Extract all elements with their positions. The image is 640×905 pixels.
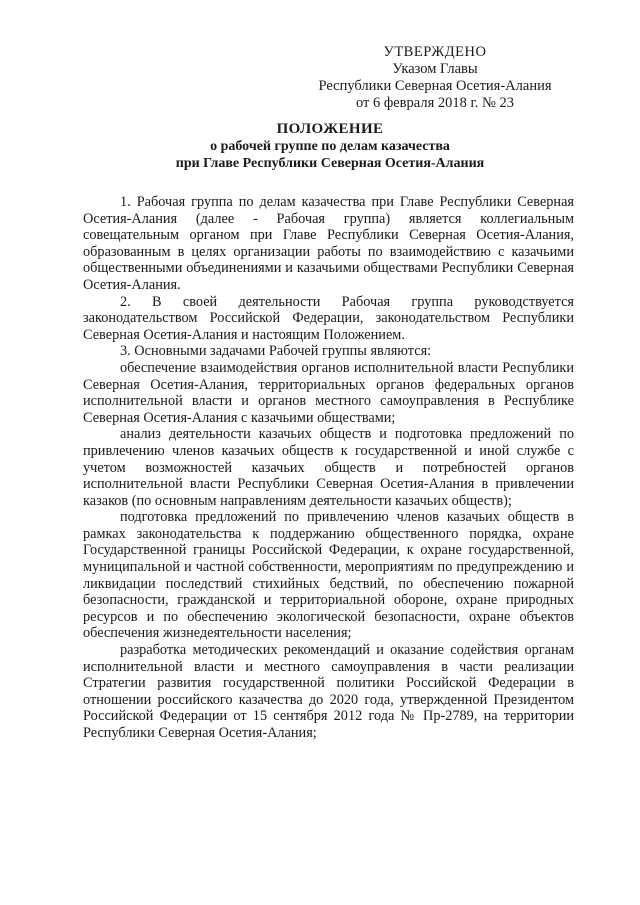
paragraph-2: 2. В своей деятельности Рабочая группа руководствуется законодательством Российской Федерации, законодательством Республики Северная Осетия-Алания и настоящим Положением. (83, 293, 574, 343)
title-line-3: при Главе Республики Северная Осетия-Алания (175, 156, 485, 171)
task-item-4: разработка методических рекомендаций и оказание содействия органам исполнительной власти и местного самоуправления в части реализации Стратегии развития государственной политики Российской Федерации в отношении российского казачества до 2020 года, утвержденной Президентом Российской Федерации от 15 сентября 2012 года № Пр-2789, на территории Республики Северная Осетия-Алания; (83, 642, 574, 741)
task-item-2: анализ деятельности казачьих обществ и подготовка предложений по привлечению членов казачьих обществ к государственной и иной службе с учетом возможностей казачьих обществ и потребностей органов исполнительной власти Республики Северная Осетия-Алания в привлечении казаков (по основным направлениям деятельности казачьих обществ); (83, 426, 574, 509)
task-item-3: подготовка предложений по привлечению членов казачьих обществ в рамках законодательства к поддержанию общественного порядка, охране Государственной границы Российской Федерации, к охране государственной, муниципальной и частной собственности, мероприятиям по предупреждению и ликвидации последствий стихийных бедствий, по обеспечению пожарной безопасности, гражданской и территориальной обороне, охране природных ресурсов и по обеспечению экологической безопасности, охране объектов обеспечения жизнедеятельности населения; (83, 509, 574, 642)
title-main: ПОЛОЖЕНИЕ (276, 121, 384, 137)
title-line-2: о рабочей группе по делам казачества (210, 139, 450, 154)
approval-date-number: от 6 февраля 2018 г. № 23 (355, 95, 515, 111)
paragraph-3: 3. Основными задачами Рабочей группы являются: (120, 343, 432, 360)
task-item-1: обеспечение взаимодействия органов исполнительной власти Республики Северная Осетия-Алания, территориальных органов федеральных органов исполнительной власти и органов местного самоуправления в Республике Северная Осетия-Алания с казачьими обществами; (83, 359, 574, 426)
approval-republic: Республики Северная Осетия-Алания (318, 78, 552, 94)
approval-block (300, 44, 570, 112)
document-body (83, 194, 574, 742)
document-title (80, 121, 580, 172)
approval-heading: УТВЕРЖДЕНО (383, 44, 487, 60)
approval-decree: Указом Главы (392, 61, 478, 77)
paragraph-1: 1. Рабочая группа по делам казачества при Главе Республики Северная Осетия-Алания (далее - Рабочая группа) является коллегиальным совещательным органом при Главе Республики Северная Осетия-Алания, образованным в целях организации работы по взаимодействию с казачьими общественными объединениями и казачьими обществами Республики Северная Осетия-Алания. (83, 194, 574, 293)
